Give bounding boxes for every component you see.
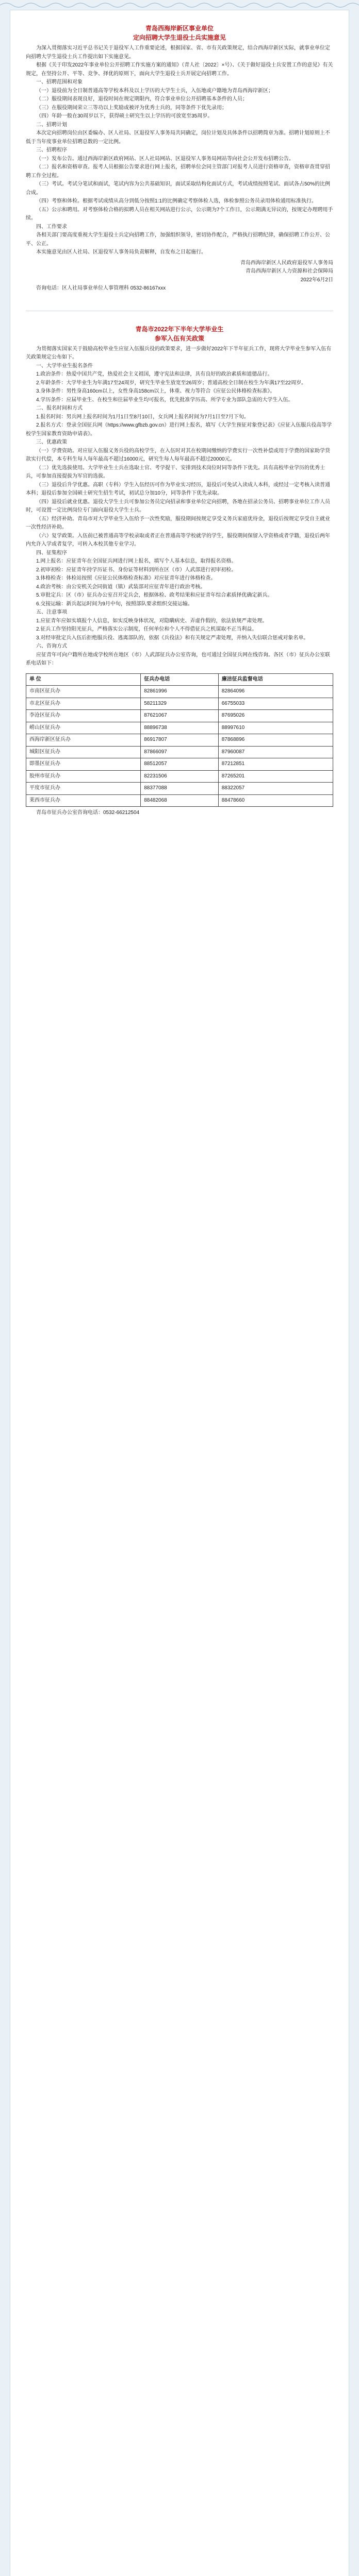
paragraph: 2.年龄条件：大学毕业生为年满17至24周岁，研究生毕业生放宽至26周岁；普通高校全日制在校生为年满17至22周岁。 [36, 380, 306, 386]
paragraph: 五、注意事项 [36, 609, 67, 615]
table-row [26, 686, 333, 698]
paragraph: 1.报名时间：男兵网上报名时间为1月1日至8月10日，女兵网上报名时间为7月1日至7月下旬。 [36, 414, 249, 420]
cell-supervision-phone: 88478660 [218, 794, 333, 807]
title-line: 参军入伍有关政策 [154, 334, 204, 342]
cell-unit: 市北区征兵办 [26, 698, 141, 710]
cell-office-phone: 82231506 [141, 770, 219, 783]
cell-office-phone: 86917807 [141, 734, 219, 747]
recruitment-office-contact-table [26, 673, 333, 807]
paragraph: 二、招聘计划 [36, 122, 67, 128]
paragraph: 一、招聘范围和对象 [36, 79, 83, 85]
article-notice-retired-soldiers [26, 24, 333, 293]
paragraph: 5.审批定兵：区（市）征兵办公室召开定兵会，根据体检、政考结果和应征青年综合素质择优确定新兵。 [36, 592, 273, 598]
cell-supervision-phone: 88322057 [218, 783, 333, 795]
paragraph: （四）考察和体检。根据考试成绩从高分到低分按照1:1的比例确定考察体检人选，体检参照公务员录用体检通用标准执行。 [36, 198, 317, 204]
paragraph: （三）考试。考试分笔试和面试，笔试内容为公共基础知识，面试采取结构化面试方式，考试成绩按照笔试、面试各占50%的比例合成。 [26, 181, 331, 196]
signature-line: 青岛西海岸新区人民政府退役军人事务局 [240, 260, 333, 266]
title-line: 定向招聘大学生退役士兵实施意见 [133, 34, 226, 41]
article-1-title [26, 24, 333, 42]
paragraph: 1.应征青年应如实填报个人信息，如实反映身体状况，对隐瞒病史、弄虚作假的，依法依规严肃处理。 [36, 618, 268, 624]
paragraph: （一）发布公告。通过西海岸新区政府网站、区人社局网站、区退役军人事务局网站等向社会公开发布招聘公告。 [36, 156, 294, 162]
article-1-contact-note: 咨询电话：区人社局事业单位人事管理科 0532-86167xxx [36, 285, 166, 291]
cell-supervision-phone: 87212851 [218, 758, 333, 771]
paragraph: 六、咨询方式 [36, 643, 67, 649]
cell-supervision-phone: 87265201 [218, 770, 333, 783]
table-row [26, 794, 333, 807]
document-page [10, 10, 349, 2576]
table-row [26, 746, 333, 758]
cell-unit: 市南区征兵办 [26, 686, 141, 698]
cell-unit: 崂山区征兵办 [26, 722, 141, 734]
paragraph: 2.征兵工作坚持阳光征兵，严格落实公示制度，任何单位和个人不得借征兵之机谋取不正当利益。 [36, 626, 257, 632]
paragraph: 本实施意见由区人社局、区退役军人事务局负责解释，自发布之日起施行。 [36, 249, 206, 255]
article-2-body [26, 345, 333, 668]
cell-supervision-phone: 87695026 [218, 710, 333, 722]
paragraph: 一、大学毕业生报名条件 [36, 363, 93, 369]
paragraph: 6.交接运输：新兵起运时间为9月中旬，按照部队要求组织交接运输。 [36, 601, 193, 607]
paragraph: 2.报名方式：登录全国征兵网（https://www.gfbzb.gov.cn）进行网上报名，填写《大学生预征对象登记表》《应征入伍服兵役高等学校学生国家教育资助申请表》。 [26, 422, 332, 437]
cell-supervision-phone: 82864096 [218, 686, 333, 698]
table-row [26, 758, 333, 771]
paragraph: （二）报名和资格审查。报考人员根据公告要求进行网上报名，招聘单位会同主管部门对报考人员进行资格审查，资格审查贯穿招聘工作全过程。 [26, 164, 330, 179]
table-row [26, 770, 333, 783]
article-1-body [26, 44, 333, 257]
paragraph: 二、报名时间和方式 [36, 405, 83, 411]
cell-unit: 西海岸新区征兵办 [26, 734, 141, 747]
paragraph: 三、优惠政策 [36, 439, 67, 445]
cell-office-phone: 58211329 [141, 698, 219, 710]
paragraph: 三、招聘程序 [36, 147, 67, 153]
cell-supervision-phone: 87960087 [218, 746, 333, 758]
cell-unit: 莱西市征兵办 [26, 794, 141, 807]
paragraph: （一）退役前为全日制普通高等学校本科及以上学历的大学生士兵，入伍地或户籍地为青岛西海岸新区； [36, 88, 273, 94]
article-2-title [26, 325, 333, 343]
paragraph: （四）退役后就业优惠。退役大学生士兵可参加公务员定向招录和事业单位定向招聘，各地在招录公务员、招聘事业单位工作人员时，可设置一定比例岗位专门面向退役大学生士兵。 [26, 499, 330, 513]
title-line: 青岛市2022年下半年大学毕业生 [135, 325, 224, 333]
cell-office-phone: 88377088 [141, 783, 219, 795]
table-row [26, 734, 333, 747]
column-header-unit: 单 位 [26, 673, 141, 686]
paragraph: 3.对经审批定兵入伍后拒绝服兵役、逃离部队的，依据《兵役法》和有关规定严肃处理，并纳入失信联合惩戒对象名单。 [36, 635, 309, 641]
paragraph: 根据《关于印发2022年事业单位公开招聘工作实施方案的通知》（青人社〔2022〕×号）、《关于做好退役士兵安置工作的意见》有关规定，在坚持公开、平等、竞争、择优的原则下，面向大学生退役士兵开展定向招聘工作。 [26, 62, 333, 77]
paragraph: 4.学历条件：应届毕业生、在校生和往届毕业生均可报名，优先批准学历高、所学专业为部队急需的大学生入伍。 [36, 397, 293, 403]
cell-unit: 李沧区征兵办 [26, 710, 141, 722]
paragraph: 4.政治考核：由公安机关会同街道（镇）武装部对应征青年进行政治考核。 [36, 584, 206, 590]
cell-unit: 平度市征兵办 [26, 783, 141, 795]
paragraph: 3.体格检查：体检站按照《应征公民体格检查标准》对应征青年进行体格检查。 [36, 575, 216, 581]
paragraph: 本次定向招聘岗位由区委编办、区人社局、区退役军人事务局共同确定，岗位计划及具体条件以招聘简章为准。招聘计划原则上不低于当年度事业单位招聘总数的一定比例。 [26, 130, 330, 145]
cell-office-phone: 88896738 [141, 722, 219, 734]
hotline-note: 青岛市征兵办公室咨询电话：0532-66212504 [36, 810, 140, 816]
article-enlistment-policy [26, 325, 333, 818]
cell-unit: 即墨区征兵办 [26, 758, 141, 771]
cell-office-phone: 82861996 [141, 686, 219, 698]
paragraph: 各相关部门要高度重视大学生退役士兵定向招聘工作，加强组织领导，密切协作配合，严格执行招聘纪律，确保招聘工作公开、公平、公正。 [26, 232, 330, 247]
column-header-supervision-phone: 廉洁征兵监督电话 [218, 673, 333, 686]
table-row [26, 710, 333, 722]
paragraph: （二）服役期间表现良好，退役时间在规定期限内，符合事业单位公开招聘基本条件的人员； [36, 96, 248, 102]
article-1-signature [26, 259, 333, 285]
cell-office-phone: 87621067 [141, 710, 219, 722]
cell-unit: 胶州市征兵办 [26, 770, 141, 783]
table-row [26, 722, 333, 734]
paragraph: 3.身体条件：男性身高160cm以上，女性身高158cm以上，体重、视力等符合《应征公民体格检查标准》。 [36, 388, 275, 394]
paragraph: 为深入贯彻落实习近平总书记关于退役军人工作重要论述，根据国家、省、市有关政策规定，结合西海岸新区实际，就事业单位定向招聘大学生退役士兵工作提出如下实施意见。 [26, 45, 330, 60]
paragraph: （六）复学政策。入伍前已被普通高等学校录取或者正在普通高等学校就学的学生，服役期间保留入学资格或者学籍，退役后两年内允许入学或者复学，可转入本校其他专业学习。 [26, 533, 330, 547]
paragraph: 四、征集程序 [36, 550, 67, 556]
table-header-row [26, 673, 333, 686]
paragraph: （二）优先选拔使用。大学毕业生士兵在选取士官、考学提干、安排到技术岗位时同等条件下优先。具有高校毕业学历的优秀士兵，可参加直接提拔为军官的选拔。 [26, 465, 325, 479]
paragraph: 应征青年可向户籍所在地或学校所在地区（市）人武部征兵办公室咨询，也可通过全国征兵网在线咨询。各区（市）征兵办公室联系电话如下： [26, 652, 330, 666]
top-wave-decoration [0, 0, 359, 8]
cell-unit: 城阳区征兵办 [26, 746, 141, 758]
cell-supervision-phone: 88997610 [218, 722, 333, 734]
paragraph: 2.初审初检：应征青年持学历证书、身份证等材料到所在区（市）人武部进行初审初检。 [36, 567, 237, 573]
paragraph: （三）在服役期间荣立三等功以上奖励或被评为优秀士兵的，同等条件下优先录用； [36, 105, 227, 111]
paragraph: （五）经济补助。青岛市对大学毕业生入伍给予一次性奖励，服役期间按规定享受义务兵家庭优待金，退役后按规定享受自主就业一次性经济补助。 [26, 516, 330, 530]
table-body [26, 686, 333, 807]
cell-office-phone: 87866097 [141, 746, 219, 758]
paragraph: 1.网上报名：应征青年在全国征兵网进行网上报名，填写个人基本信息，取得报名资格。 [36, 558, 237, 564]
paragraph: （五）公示和聘用。对考察体检合格的拟聘人员在相关网站进行公示，公示期为7个工作日，公示期满无异议的，按规定办理聘用手续。 [26, 207, 333, 221]
signature-line: 2022年6月2日 [300, 277, 333, 283]
paragraph: 为贯彻落实国家关于鼓励高校毕业生应征入伍服兵役的政策要求，进一步做好2022年下半年征兵工作，现将大学毕业生参军入伍有关政策规定公布如下。 [26, 346, 332, 360]
table-row [26, 783, 333, 795]
paragraph: 1.政治条件：热爱中国共产党，热爱社会主义祖国，遵守宪法和法律，具有良好的政治素质和道德品行。 [36, 371, 273, 377]
table-row [26, 698, 333, 710]
paragraph: （四）年龄一般在30周岁以下，获得硕士研究生以上学历的可放宽至35周岁。 [36, 113, 213, 119]
signature-line: 青岛西海岸新区人力资源和社会保障局 [246, 268, 333, 274]
cell-supervision-phone: 87868896 [218, 734, 333, 747]
cell-supervision-phone: 66755033 [218, 698, 333, 710]
cell-office-phone: 88512057 [141, 758, 219, 771]
cell-office-phone: 88482068 [141, 794, 219, 807]
paragraph: （三）退役后升学优惠。高职（专科）学生入伍经历可作为毕业实习经历，退役后可免试入读成人本科，或经过一定考核入读普通本科；退役后参加全国硕士研究生招生考试，初试总分加10分，同等条件下优先录取。 [26, 482, 330, 496]
column-header-office-phone: 征兵办电话 [141, 673, 219, 686]
title-line: 青岛西海岸新区事业单位 [145, 25, 214, 32]
paragraph: 四、工作要求 [36, 224, 67, 230]
paragraph: （一）学费资助。对应征入伍服义务兵役的高校学生，在入伍时对其在校期间缴纳的学费实行一次性补偿或用于学费的国家助学贷款实行代偿，本专科生每人每年最高不超过16000元，研究生每人每年最高不超过20000元。 [26, 448, 330, 462]
